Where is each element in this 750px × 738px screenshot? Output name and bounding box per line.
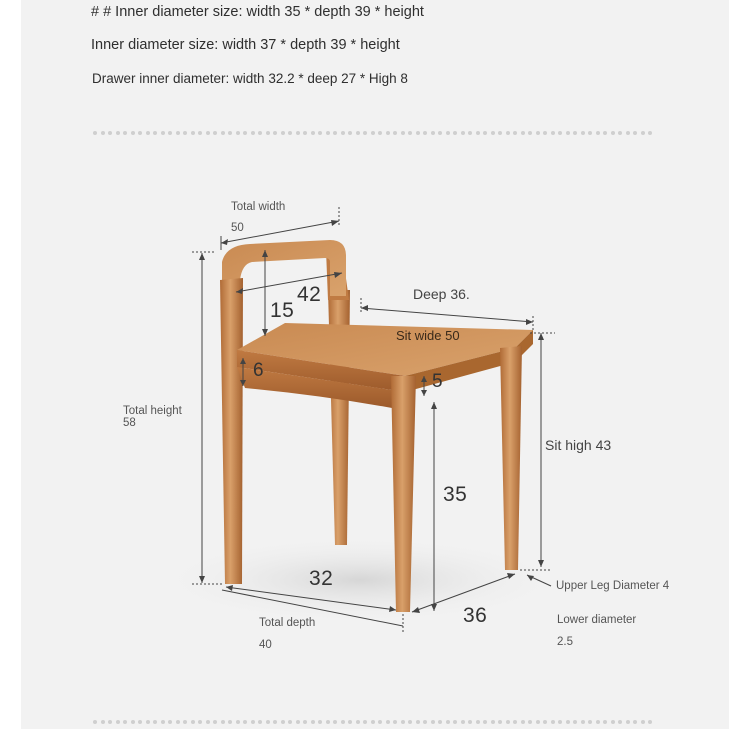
front-span-value: 32 [309,567,334,590]
seat-width-label: Sit wide 50 [396,328,460,343]
side-span-value: 36 [463,604,488,627]
dim-deep [361,308,533,322]
lower-diameter-value: 2.5 [557,636,573,648]
seat-height-label: Sit high 43 [545,437,612,453]
deep-label: Deep 36. [413,286,470,302]
inner-size-line-2: Inner diameter size: width 37 * depth 39 * height [91,37,400,53]
total-height-label: Total height [123,405,182,417]
inner-size-line-1: # # Inner diameter size: width 35 * depth 39 * height [91,4,424,20]
apron-front-value: 5 [432,371,444,392]
dim-backrest-width [236,273,342,292]
drawer-size-line: Drawer inner diameter: width 32.2 * deep 27 * High 8 [92,71,408,86]
backrest-height-value: 15 [270,299,295,322]
backrest-width-value: 42 [297,283,322,306]
leg-height-value: 35 [443,483,468,506]
lower-diameter-label: Lower diameter [557,614,637,626]
total-height-value: 58 [123,417,136,429]
total-width-label: Total width [231,201,286,213]
back-leg-left [220,278,243,584]
upper-leg-label: Upper Leg Diameter 4 [556,580,670,592]
front-leg-right [500,346,522,570]
total-depth-label: Total depth [259,617,316,629]
total-width-value: 50 [231,222,244,234]
total-depth-value: 40 [259,639,272,651]
apron-side-value: 6 [253,360,265,381]
